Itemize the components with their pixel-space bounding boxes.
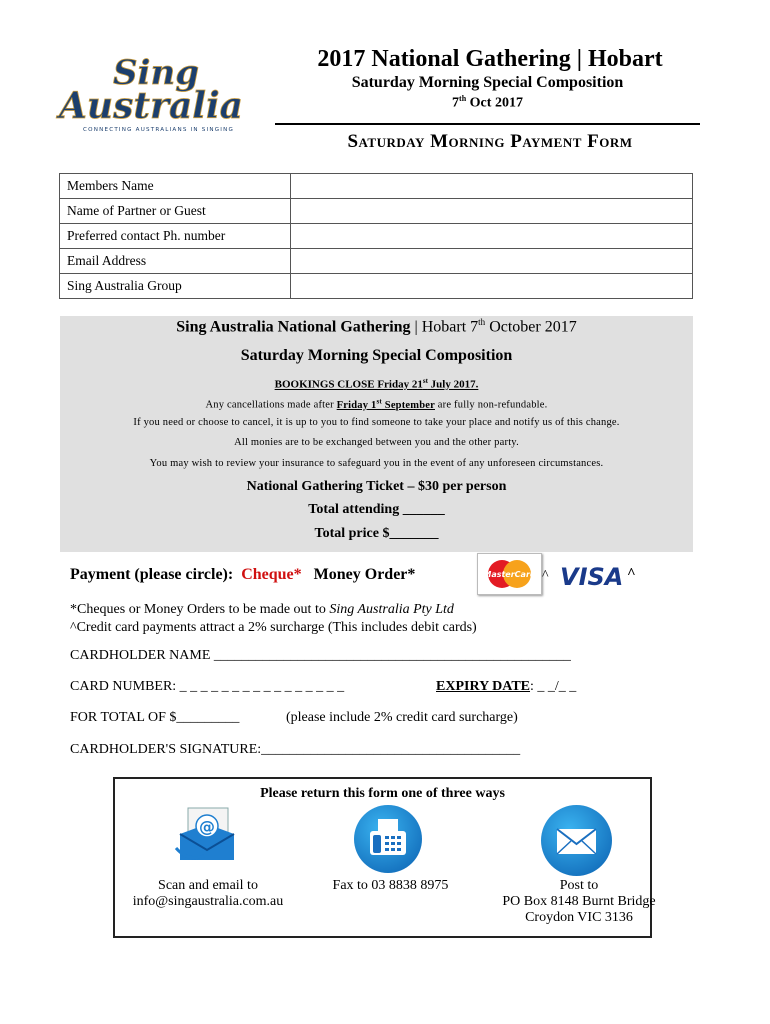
field-label: Preferred contact Ph. number (60, 224, 291, 249)
phone-input[interactable] (291, 224, 693, 249)
visa-caret: ^ (627, 566, 636, 582)
cheque-option[interactable]: Cheque* (241, 566, 302, 583)
event-heading: Sing Australia National Gathering | Hobart 7th October 2017 (176, 317, 577, 336)
logo-graphic (55, 52, 255, 136)
cardholder-name-field[interactable]: CARDHOLDER NAME ___________________________________________________ (70, 648, 571, 663)
cancellation-policy: Any cancellations made after Friday 1st September are fully non-refundable. (205, 397, 548, 411)
fax-instructions: Fax to 03 8838 8975 (332, 878, 449, 893)
field-label: Name of Partner or Guest (60, 199, 291, 224)
total-amount-field[interactable]: FOR TOTAL OF $_________ (70, 710, 240, 725)
post-instructions (484, 878, 674, 926)
sing-australia-logo (55, 52, 255, 136)
payment-label: Payment (please circle): (70, 566, 234, 583)
email-caption: Scan and email to (158, 878, 258, 893)
member-details-table (59, 173, 693, 299)
logo-line2: Australia (59, 85, 243, 127)
email-instructions (118, 878, 298, 910)
post-address-line1: PO Box 8148 Burnt Bridge (502, 894, 656, 909)
fax-icon (354, 805, 422, 873)
composition-heading: Saturday Morning Special Composition (240, 347, 513, 364)
mastercard-label: MasterCard (483, 570, 536, 579)
replacement-note: If you need or choose to cancel, it is up to you to find someone to take your place and notify us of this change. (133, 417, 620, 428)
mail-envelope-icon (541, 805, 612, 876)
payment-method-row (70, 566, 415, 584)
partner-name-input[interactable] (291, 199, 693, 224)
signature-field[interactable]: CARDHOLDER'S SIGNATURE:_____________________________________ (70, 742, 521, 757)
surcharge-note: ^Credit card payments attract a 2% surcharge (This includes debit cards) (70, 620, 477, 635)
mastercard-icon (478, 554, 541, 594)
money-order-option[interactable]: Money Order* (313, 566, 416, 583)
form-title: Saturday Morning Payment Form (347, 131, 633, 152)
header-divider (275, 123, 700, 125)
field-label: Members Name (60, 174, 291, 199)
cheque-payee-note: *Cheques or Money Orders to be made out to Sing Australia Pty Ltd (70, 602, 454, 617)
table-row (60, 174, 693, 199)
post-address-line2: Croydon VIC 3136 (525, 910, 633, 925)
page-date: 7th Oct 2017 (452, 94, 523, 111)
insurance-note: You may wish to review your insurance to safeguard you in the event of any unforeseen circumstances. (149, 458, 604, 469)
table-row (60, 274, 693, 299)
logo-line1: Sing (113, 53, 199, 93)
table-row (60, 224, 693, 249)
card-number-field[interactable]: CARD NUMBER: _ _ _ _ _ _ _ _ _ _ _ _ _ _ _ _ (70, 679, 345, 694)
ticket-price: National Gathering Ticket – $30 per person (246, 479, 507, 494)
page-subtitle: Saturday Morning Special Composition (351, 74, 624, 91)
monies-note: All monies are to be exchanged between you and the other party. (234, 437, 519, 448)
email-icon (174, 804, 240, 866)
table-row (60, 249, 693, 274)
email-input[interactable] (291, 249, 693, 274)
mastercard-option[interactable] (477, 553, 542, 595)
svg-text:@: @ (199, 817, 215, 836)
total-price[interactable]: Total price $_______ (314, 526, 439, 541)
visa-option[interactable] (560, 563, 623, 591)
post-caption: Post to (559, 878, 599, 893)
members-name-input[interactable] (291, 174, 693, 199)
field-label: Email Address (60, 249, 291, 274)
total-attending[interactable]: Total attending ______ (308, 502, 445, 517)
mastercard-caret: ^ (542, 568, 549, 583)
bookings-close: BOOKINGS CLOSE Friday 21st July 2017. (274, 377, 479, 391)
return-title: Please return this form one of three ways (260, 786, 505, 801)
page-title: 2017 National Gathering | Hobart (317, 46, 663, 72)
visa-label: VISA (560, 563, 624, 591)
table-row (60, 199, 693, 224)
logo-tagline: CONNECTING AUSTRALIANS IN SINGING (83, 127, 235, 133)
email-address-link[interactable]: info@singaustralia.com.au (132, 894, 284, 909)
expiry-date-field[interactable]: EXPIRY DATE: _ _/_ _ (436, 679, 577, 694)
field-label: Sing Australia Group (60, 274, 291, 299)
surcharge-reminder: (please include 2% credit card surcharge) (286, 710, 518, 725)
group-input[interactable] (291, 274, 693, 299)
